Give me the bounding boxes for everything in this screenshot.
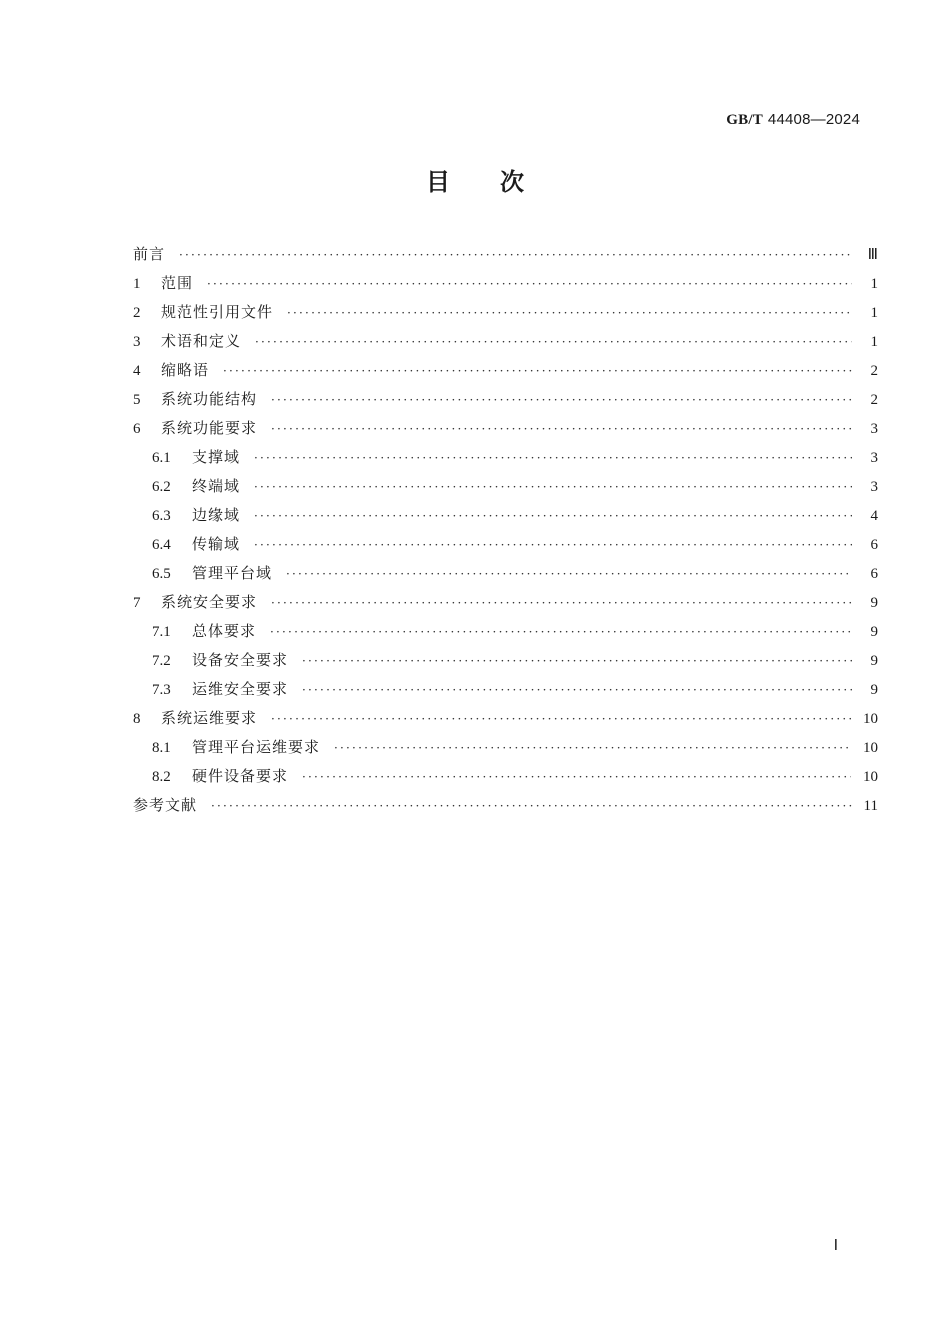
toc-entry-label: 管理平台域 xyxy=(192,564,273,582)
toc-entry-page: Ⅲ xyxy=(867,247,878,263)
toc-dot-leader xyxy=(254,473,852,502)
toc-entry-label: 支撑域 xyxy=(192,448,241,466)
toc-entry-page: 9 xyxy=(870,653,878,669)
toc-entry-page: 3 xyxy=(870,421,878,437)
toc-entry[interactable] xyxy=(133,472,878,501)
toc-entry-number: 6.4 xyxy=(152,537,171,553)
toc-entry[interactable] xyxy=(133,298,878,327)
toc-entry-page: 9 xyxy=(870,595,878,611)
toc-entry[interactable] xyxy=(133,269,878,298)
toc-entry-number: 6.3 xyxy=(152,508,171,524)
toc-entry-label: 设备安全要求 xyxy=(192,651,289,669)
toc-entry-label: 前言 xyxy=(133,245,166,263)
toc-entry-number: 7.3 xyxy=(152,682,171,698)
toc-entry-label: 系统运维要求 xyxy=(161,709,258,727)
toc-entry-page: 9 xyxy=(870,624,878,640)
toc-entry[interactable] xyxy=(133,356,878,385)
toc-dot-leader xyxy=(271,705,851,734)
toc-entry-number: 1 xyxy=(133,276,141,292)
toc-entry-page: 6 xyxy=(870,537,878,553)
toc-entry-number: 2 xyxy=(133,305,141,321)
toc-entry-page: 6 xyxy=(870,566,878,582)
toc-entry-label: 缩略语 xyxy=(161,361,210,379)
toc-entry-page: 10 xyxy=(863,769,878,785)
toc-entry[interactable] xyxy=(133,733,878,762)
toc-dot-leader xyxy=(286,560,852,589)
toc-entry-label: 终端域 xyxy=(192,477,241,495)
toc-entry[interactable] xyxy=(133,414,878,443)
title-char-1: 目 xyxy=(426,168,450,196)
standard-number: 44408—2024 xyxy=(767,111,860,128)
toc-entry-label: 边缘域 xyxy=(192,506,241,524)
toc-dot-leader xyxy=(271,589,852,618)
toc-dot-leader xyxy=(254,444,852,473)
toc-entry-page: 3 xyxy=(870,450,878,466)
toc-entry[interactable] xyxy=(133,762,878,791)
toc-entry-page: 10 xyxy=(863,711,878,727)
toc-entry[interactable] xyxy=(133,675,878,704)
toc-entry-page: 9 xyxy=(870,682,878,698)
toc-entry-number: 7.1 xyxy=(152,624,171,640)
toc-dot-leader xyxy=(302,676,852,705)
toc-entry-label: 运维安全要求 xyxy=(192,680,289,698)
toc-entry[interactable] xyxy=(133,385,878,414)
toc-entry-label: 系统功能结构 xyxy=(161,390,258,408)
toc-entry-number: 6 xyxy=(133,421,141,437)
toc-entry[interactable] xyxy=(133,617,878,646)
toc-entry-page: 4 xyxy=(870,508,878,524)
toc-entry-label: 参考文献 xyxy=(133,796,198,814)
standard-prefix: GB/T xyxy=(726,112,763,128)
toc-entry-number: 7.2 xyxy=(152,653,171,669)
toc-entry[interactable] xyxy=(133,559,878,588)
toc-entry-label: 范围 xyxy=(161,274,194,292)
toc-entry[interactable] xyxy=(133,240,878,269)
toc-entry-label: 硬件设备要求 xyxy=(192,767,289,785)
toc-entry-number: 8.2 xyxy=(152,769,171,785)
toc-dot-leader xyxy=(255,328,852,357)
toc-dot-leader xyxy=(271,386,852,415)
toc-dot-leader xyxy=(254,502,852,531)
toc-entry-label: 管理平台运维要求 xyxy=(192,738,321,756)
toc-entry-label: 术语和定义 xyxy=(161,332,242,350)
table-of-contents xyxy=(133,240,878,820)
title-char-2: 次 xyxy=(500,168,524,196)
toc-entry-page: 3 xyxy=(870,479,878,495)
toc-entry[interactable] xyxy=(133,588,878,617)
toc-entry-number: 8.1 xyxy=(152,740,171,756)
toc-entry-page: 10 xyxy=(863,740,878,756)
toc-dot-leader xyxy=(271,415,852,444)
toc-dot-leader xyxy=(287,299,852,328)
toc-entry[interactable] xyxy=(133,791,878,820)
toc-entry-label: 规范性引用文件 xyxy=(161,303,274,321)
toc-dot-leader xyxy=(302,647,852,676)
toc-entry[interactable] xyxy=(133,704,878,733)
toc-dot-leader xyxy=(254,531,852,560)
toc-entry-page: 2 xyxy=(870,392,878,408)
toc-entry-number: 6.5 xyxy=(152,566,171,582)
toc-dot-leader xyxy=(223,357,852,386)
toc-entry-number: 4 xyxy=(133,363,141,379)
toc-entry[interactable] xyxy=(133,530,878,559)
toc-entry-label: 系统安全要求 xyxy=(161,593,258,611)
toc-entry-number: 6.1 xyxy=(152,450,171,466)
toc-entry-label: 总体要求 xyxy=(192,622,257,640)
toc-entry-page: 1 xyxy=(870,276,878,292)
toc-entry[interactable] xyxy=(133,501,878,530)
toc-entry-page: 1 xyxy=(870,334,878,350)
toc-dot-leader xyxy=(270,618,852,647)
toc-entry[interactable] xyxy=(133,646,878,675)
toc-entry-page: 11 xyxy=(863,798,878,814)
standard-code xyxy=(726,110,860,129)
toc-dot-leader xyxy=(334,734,851,763)
toc-entry-number: 3 xyxy=(133,334,141,350)
toc-entry-number: 5 xyxy=(133,392,141,408)
toc-entry-page: 1 xyxy=(870,305,878,321)
toc-entry-number: 6.2 xyxy=(152,479,171,495)
page-number: Ⅰ xyxy=(833,1238,838,1254)
toc-entry-number: 8 xyxy=(133,711,141,727)
toc-dot-leader xyxy=(302,763,851,792)
toc-entry-label: 传输域 xyxy=(192,535,241,553)
toc-dot-leader xyxy=(211,792,852,821)
page-title xyxy=(0,162,950,197)
toc-entry-page: 2 xyxy=(870,363,878,379)
toc-entry[interactable] xyxy=(133,327,878,356)
toc-entry-number: 7 xyxy=(133,595,141,611)
toc-dot-leader xyxy=(179,241,852,270)
toc-dot-leader xyxy=(207,270,852,299)
toc-entry[interactable] xyxy=(133,443,878,472)
toc-entry-label: 系统功能要求 xyxy=(161,419,258,437)
